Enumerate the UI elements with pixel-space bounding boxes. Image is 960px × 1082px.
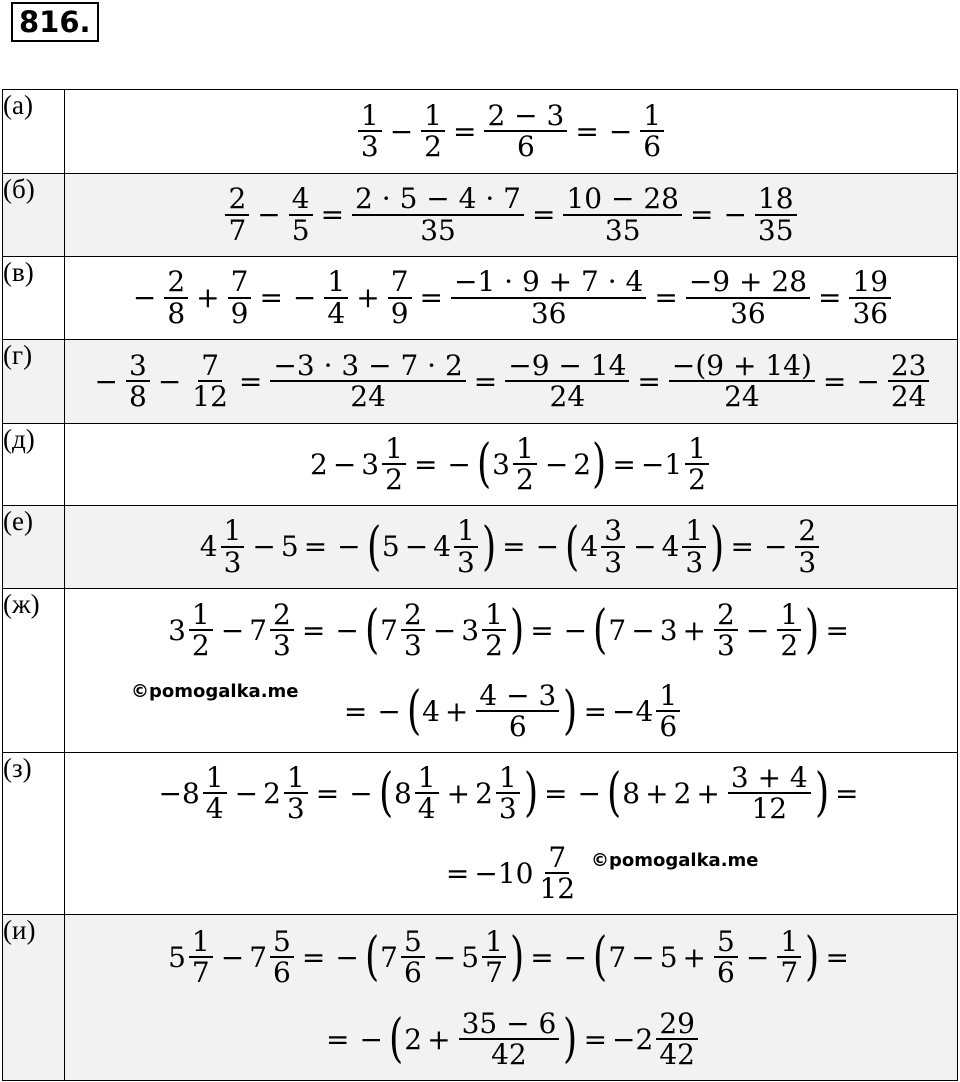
expression-line: 3 $\frac{1}{2}$ − 7 $\frac{2}{3}$ = − ( 7 $\frac{2}{3}$ − 3 $\frac{1}{2}$ ) = − ( 7 − 3 + $\frac{2}{3}$ − $\frac{1}{2}$ ) = <box>168 597 849 662</box>
item-letter: (в) <box>3 257 65 340</box>
expression-cell <box>65 915 958 1081</box>
item-letter: (ж) <box>3 589 65 753</box>
table-row <box>3 257 958 340</box>
expression-cell <box>65 589 958 753</box>
table-row <box>3 753 958 915</box>
table-row <box>3 506 958 589</box>
watermark: ©pomogalka.me <box>131 681 299 702</box>
item-letter: (з) <box>3 753 65 915</box>
item-letter: (б) <box>3 174 65 257</box>
expression-line: 5 $\frac{1}{7}$ − 7 $\frac{5}{6}$ = − ( 7 $\frac{5}{6}$ − 5 $\frac{1}{7}$ ) = − ( 7 − 5 + $\frac{5}{6}$ − $\frac{1}{7}$ ) = <box>168 924 849 989</box>
table-row <box>3 915 958 1081</box>
expression-line: $\frac{2}{7}$ − $\frac{4}{5}$ = $\frac{2 \cdot 5 - 4 \cdot 7}{35}$ = $\frac{10 - 28}{35}$ = − $\frac{18}{35}$ <box>65 174 957 255</box>
expression-cell <box>65 506 958 589</box>
table-row <box>3 340 958 424</box>
expression-line: = − ( 4 + $\frac{4 - 3}{6}$ ) = −4 $\frac{1}{6}$ <box>65 671 957 751</box>
item-letter: (д) <box>3 424 65 506</box>
expression-line: 4 $\frac{1}{3}$ − 5 = − ( 5 − 4 $\frac{1}{3}$ ) = − ( 4 $\frac{3}{3}$ − 4 $\frac{1}{3}$ ) = − $\frac{2}{3}$ <box>65 506 957 587</box>
expression-line: $\frac{1}{3}$ − $\frac{1}{2}$ = $\frac{2 - 3}{6}$ = − $\frac{1}{6}$ <box>65 90 957 172</box>
expression-cell <box>65 753 958 915</box>
expression-cell <box>65 424 958 506</box>
expression-line: = − ( 2 + $\frac{35 - 6}{42}$ ) = −2 $\frac{29}{42}$ <box>65 999 957 1079</box>
item-letter: (а) <box>3 90 65 174</box>
watermark: ©pomogalka.me <box>591 850 759 871</box>
table-row <box>3 90 958 174</box>
expression-cell <box>65 257 958 340</box>
table-row <box>3 174 958 257</box>
expression-cell <box>65 90 958 174</box>
expression-line: − $\frac{3}{8}$ − $\frac{7}{12}$ = $\frac{-3 \cdot 3 - 7 \cdot 2}{24}$ = $\frac{-9 - 14}{24}$ = $\frac{-(9 + 14)}{24}$ = − $\frac{23}{24}$ <box>65 340 957 422</box>
expression-cell <box>65 340 958 424</box>
expression-cell <box>65 174 958 257</box>
table-row <box>3 424 958 506</box>
expression-line: −8 $\frac{1}{4}$ − 2 $\frac{1}{3}$ = − ( 8 $\frac{1}{4}$ + 2 $\frac{1}{3}$ ) = − ( 8 + 2 + $\frac{3 + 4}{12}$ ) = <box>158 760 859 825</box>
table-row <box>3 589 958 753</box>
expression-line: 2 − 3 $\frac{1}{2}$ = − ( 3 $\frac{1}{2}$ − 2 ) = −1 $\frac{1}{2}$ <box>65 424 957 504</box>
expression-line: − $\frac{2}{8}$ + $\frac{7}{9}$ = − $\frac{1}{4}$ + $\frac{7}{9}$ = $\frac{-1 \cdot 9 + 7 \cdot 4}{36}$ = $\frac{-9 + 28}{36}$ = $\frac{19}{36}$ <box>65 257 957 338</box>
expression-line: = −10 $\frac{7}{12}$ <box>445 840 576 905</box>
item-letter: (г) <box>3 340 65 424</box>
item-letter: (и) <box>3 915 65 1081</box>
solutions-table <box>2 89 958 1081</box>
problem-number: 816. <box>11 2 99 42</box>
item-letter: (е) <box>3 506 65 589</box>
